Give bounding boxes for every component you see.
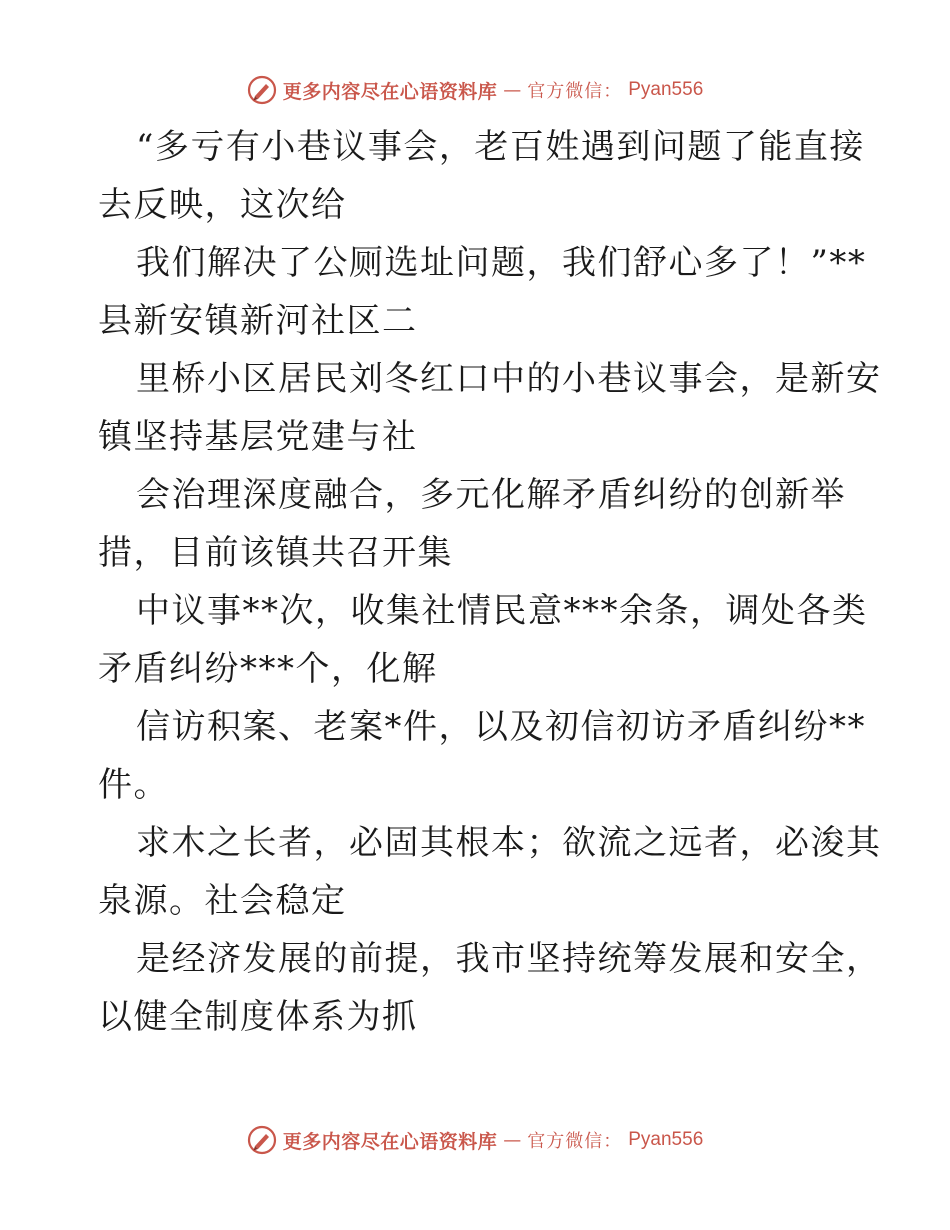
watermark-brand: 更多内容尽在心语资料库 bbox=[282, 1130, 498, 1153]
text-line: 中议事**次，收集社情民意***余条，调处各类 bbox=[136, 591, 868, 631]
text-line: “多亏有小巷议事会，老百姓遇到问题了能直接 bbox=[136, 127, 865, 167]
text-line: 泉源。社会稳定 bbox=[98, 881, 347, 921]
footer-watermark bbox=[0, 1120, 950, 1160]
header-watermark bbox=[0, 70, 950, 110]
watermark-inner bbox=[247, 75, 704, 105]
watermark-official-label: 官方微信： bbox=[527, 1131, 623, 1152]
pen-logo-icon bbox=[247, 1125, 277, 1155]
watermark-inner bbox=[247, 1125, 704, 1155]
watermark-official-label: 官方微信： bbox=[527, 81, 623, 102]
document-body bbox=[98, 118, 882, 1046]
watermark-dash: — bbox=[503, 79, 522, 101]
watermark-wechat-id: Pyan556 bbox=[628, 1129, 704, 1150]
pen-logo-icon bbox=[247, 75, 277, 105]
text-line: 县新安镇新河社区二 bbox=[98, 301, 418, 341]
text-line: 矛盾纠纷***个，化解 bbox=[98, 649, 438, 689]
text-line: 是经济发展的前提，我市坚持统筹发展和安全， bbox=[136, 939, 882, 979]
text-line: 里桥小区居民刘冬红口中的小巷议事会，是新安 bbox=[136, 359, 882, 399]
text-line: 我们解决了公厕选址问题，我们舒心多了！”** bbox=[136, 243, 867, 283]
watermark-wechat-id: Pyan556 bbox=[628, 79, 704, 100]
text-line: 信访积案、老案*件，以及初信初访矛盾纠纷** bbox=[136, 707, 866, 747]
text-line: 件。 bbox=[98, 765, 169, 805]
text-line: 去反映，这次给 bbox=[98, 185, 347, 225]
text-line: 求木之长者，必固其根本；欲流之远者，必浚其 bbox=[136, 823, 882, 863]
watermark-dash: — bbox=[503, 1129, 522, 1151]
text-line: 镇坚持基层党建与社 bbox=[98, 417, 418, 457]
text-line: 以健全制度体系为抓 bbox=[98, 997, 418, 1037]
text-line: 措，目前该镇共召开集 bbox=[98, 533, 453, 573]
watermark-brand: 更多内容尽在心语资料库 bbox=[282, 80, 498, 103]
text-line: 会治理深度融合，多元化解矛盾纠纷的创新举 bbox=[136, 475, 846, 515]
